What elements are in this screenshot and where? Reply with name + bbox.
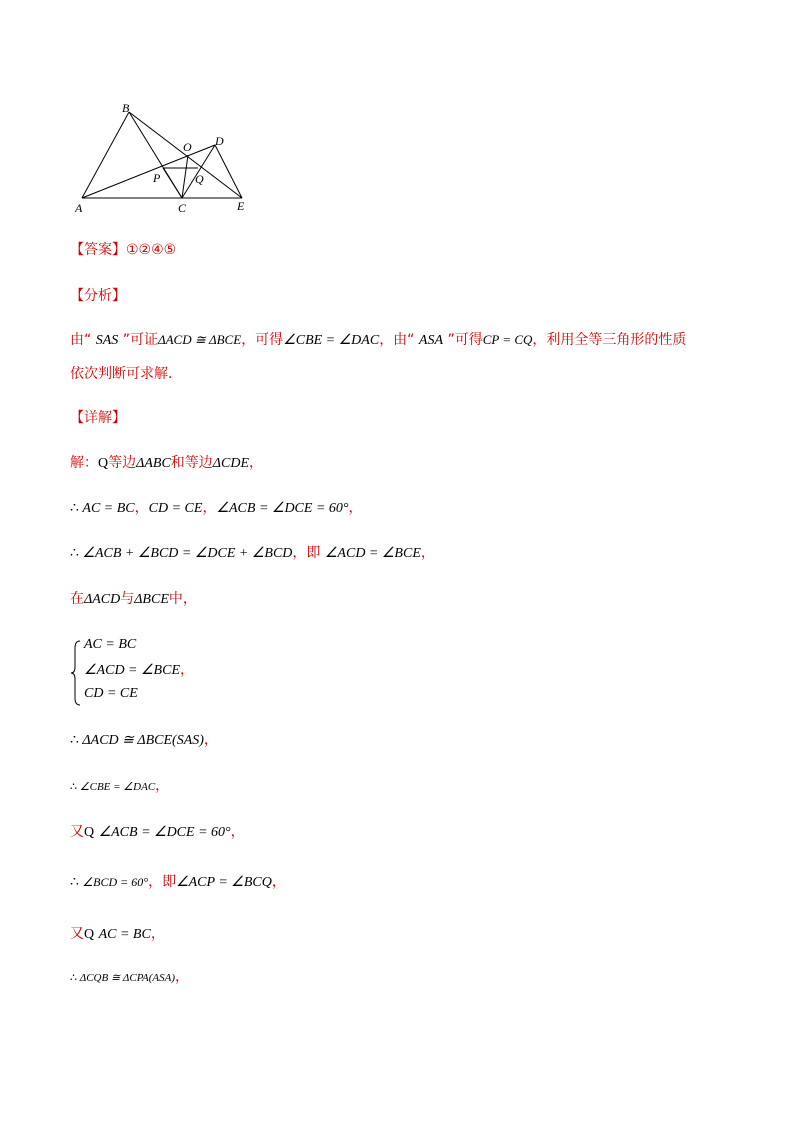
geometry-figure — [70, 98, 260, 220]
answer-value: ①②④⑤ — [126, 242, 177, 258]
point-label-o: O — [183, 140, 192, 154]
detail-step-8: ∴ ∠BCD = 60°，即∠ACP = ∠BCQ， — [70, 874, 286, 890]
detail-step-6: ∴ ∠CBE = ∠DAC， — [70, 778, 170, 794]
answer-line — [70, 240, 176, 260]
point-label-c: C — [178, 201, 187, 215]
system-eq-1: AC = BC — [84, 637, 137, 652]
system-eq-2: ∠ACD = ∠BCE， — [84, 662, 194, 678]
point-label-e: E — [237, 199, 245, 213]
point-label-q: Q — [195, 172, 204, 186]
detail-step-5: ∴ ΔACD ≅ ΔBCE(SAS)， — [70, 732, 218, 748]
analysis-label: 【分析】 — [70, 288, 126, 304]
detail-step-10: ∴ ΔCQB ≅ ΔCPA(ASA)， — [70, 969, 190, 985]
answer-label: 【答案】 — [70, 242, 126, 258]
detail-step-4: 在ΔACD与ΔBCE中， — [70, 591, 197, 607]
point-label-d: D — [215, 134, 224, 148]
detail-step-7: 又Q ∠ACB = ∠DCE = 60°， — [70, 824, 245, 840]
detail-step-1: 解：Q等边ΔABC和等边ΔCDE， — [70, 455, 264, 471]
point-label-b: B — [122, 101, 130, 115]
detail-step-3: ∴ ∠ACB + ∠BCD = ∠DCE + ∠BCD，即 ∠ACD = ∠BCE， — [70, 545, 435, 561]
system-eq-3: CD = CE — [84, 686, 138, 701]
analysis-line-1: 由“ SAS ”可证ΔACD ≅ ΔBCE，可得∠CBE = ∠DAC，由“ ASA ”可得CP = CQ，利用全等三角形的性质 — [70, 332, 687, 348]
detail-step-9: 又Q AC = BC， — [70, 926, 165, 942]
point-label-a: A — [75, 201, 83, 215]
analysis-line-2: 依次判断可求解． — [70, 366, 182, 382]
detail-step-2: ∴ AC = BC，CD = CE，∠ACB = ∠DCE = 60°， — [70, 500, 363, 516]
detail-label: 【详解】 — [70, 410, 126, 426]
curly-brace — [70, 640, 84, 706]
point-label-p: P — [153, 171, 161, 185]
